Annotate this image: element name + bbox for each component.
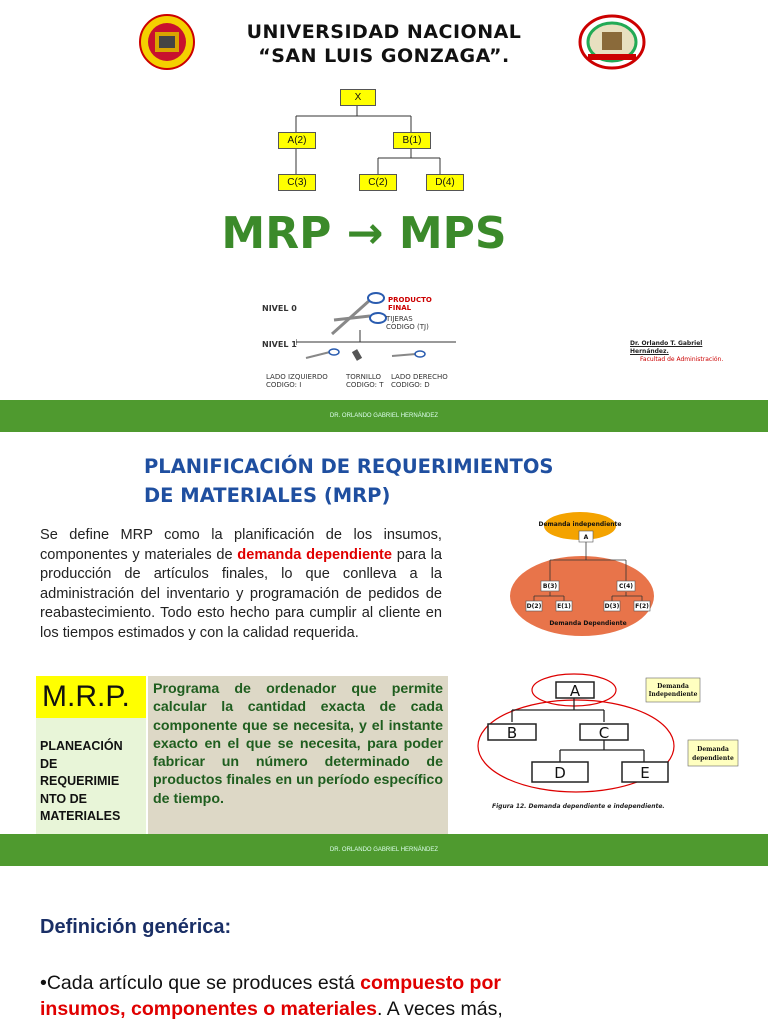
mrp-section-title [144,452,644,510]
tree-node-c2: C(2) [359,174,397,191]
orange-node-b: B(3) [542,583,558,590]
tijeras-line1: TIJERAS [386,315,413,323]
bullet-text-1: •Cada artículo que se produces está [40,972,361,994]
orange-node-d2: D(3) [604,603,620,610]
circle-node-b: B [506,724,518,742]
arrow-right-icon: → [346,208,384,259]
bullet-highlight-1: compuesto por [360,972,501,994]
mrp-label: MRP [221,208,332,259]
university-seal-left [133,14,201,70]
orange-node-e: E(1) [557,603,571,610]
tree-node-b: B(1) [393,132,431,149]
planeacion-l3: REQUERIMIE [40,774,120,788]
figure-caption: Figura 12. Demanda dependiente e independiente. [492,803,665,810]
circle-node-d: D [554,764,566,782]
orange-top-label: Demanda independiente [538,521,622,528]
dep-label-l1: Demanda [697,746,729,753]
mrp-program-definition: Programa de ordenador que permite calcular la cantidad exacta de cada componente que se necesita, y el instante exacto en el que se necesita, para poder fabricar un número determinado de productos finales en un período específico de tiempo. [153,681,443,807]
university-name: UNIVERSIDAD NACIONAL [246,21,522,43]
author-surname: Hernández. [630,348,669,355]
author-name: Dr. Orlando T. Gabriel [630,340,703,347]
tree-node-x: X [340,89,376,106]
right-line1: LADO DERECHO [391,373,448,381]
university-title [200,20,568,68]
footer-text-2: DR. ORLANDO GABRIEL HERNÁNDEZ [329,847,439,853]
producto-final-label [388,296,432,312]
generic-definition-bullet [40,970,600,1022]
circle-node-e: E [640,764,650,782]
bullet-text-2: . A veces más, [377,998,503,1020]
para-highlight: demanda dependiente [237,546,393,563]
mrp-definition-paragraph [40,526,442,643]
circle-node-c: C [598,724,610,742]
tijeras-line2: CODIGO (TJ) [386,323,429,331]
producto-line2: FINAL [388,304,412,312]
planeacion-l2: DE [40,756,58,771]
orange-node-c: C(4) [618,583,634,590]
bullet-highlight-2: insumos, componentes o materiales [40,998,378,1020]
mid-line2: CODIGO: T [346,381,384,389]
footer-text: DR. ORLANDO GABRIEL HERNÁNDEZ [329,413,439,419]
orange-node-d1: D(2) [526,603,542,610]
left-line1: LADO IZQUIERDO [266,373,328,381]
lado-izquierdo-label [266,373,328,389]
indep-label-l1: Demanda [657,683,689,690]
tree-node-d4: D(4) [426,174,464,191]
right-line2: CODIGO: D [391,381,430,389]
indep-label-l2: Independiente [648,691,698,698]
orange-node-f: F(2) [635,603,649,610]
scissors-icon [296,290,466,370]
slide-footer-band [0,400,768,432]
author-faculty: Facultad de Administración. [640,356,724,363]
mrp-acronym: M.R.P. [36,676,146,718]
planeacion-label [40,738,144,826]
demand-circle-diagram [476,668,746,818]
nivel-1-label: NIVEL 1 [262,340,297,349]
generic-definition-title: Definición genérica: [40,916,232,938]
author-credit [630,340,723,364]
tree-node-a: A(2) [278,132,316,149]
tree-node-c3: C(3) [278,174,316,191]
planeacion-l4: NTO DE [40,791,87,806]
tijeras-label [386,315,429,331]
dep-label-l2: dependiente [692,755,734,762]
demand-orange-diagram [506,508,666,638]
mps-label: MPS [398,208,507,259]
mid-line1: TORNILLO [346,373,382,381]
orange-node-a: A [583,534,589,541]
para-text-1: Se define MRP como la planificación de los insumos, componentes y materiales de [40,527,442,563]
tornillo-label [346,373,384,389]
university-seal-right [578,14,646,70]
university-subname: “SAN LUIS GONZAGA”. [258,45,510,67]
title-line2: DE MATERIALES (MRP) [144,484,391,507]
lado-derecho-label [391,373,448,389]
orange-bottom-label: Demanda Dependiente [549,620,627,627]
para-text-2: para la producción de artículos finales, lo que conlleva a la administración del inventario y programación de pedidos de reabastecimiento. Todo esto hecho para cumplir al cliente en los tiempos estimados y con la calidad requerida. [40,546,443,641]
title-line1: PLANIFICACIÓN DE REQUERIMIENTOS [144,455,554,478]
planeacion-l1: PLANEACIÓN [40,739,123,753]
slide-footer-band-2 [0,834,768,866]
left-line2: CODIGO: I [266,381,302,389]
mrp-mps-heading [0,208,728,259]
planeacion-l5: MATERIALES [40,809,121,823]
producto-line1: PRODUCTO [388,296,432,304]
circle-node-a: A [569,682,581,700]
nivel-0-label: NIVEL 0 [262,304,297,313]
